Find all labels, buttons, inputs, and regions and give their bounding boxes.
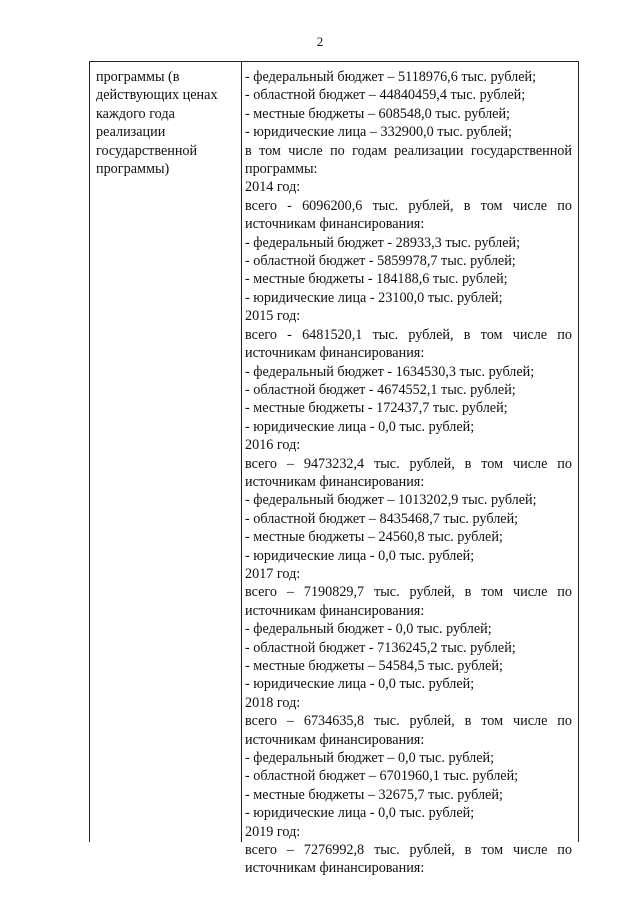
right-column-line: - юридические лица - 0,0 тыс. рублей; <box>245 418 475 435</box>
right-column-line: - федеральный бюджет – 0,0 тыс. рублей; <box>245 750 495 767</box>
right-column-line: - юридические лица - 0,0 тыс. рублей; <box>245 805 475 822</box>
right-column-line: 2015 год: <box>245 308 301 325</box>
right-column-line: - федеральный бюджет - 1634530,3 тыс. рублей; <box>245 363 535 380</box>
right-column-line: - федеральный бюджет - 28933,3 тыс. рублей; <box>245 234 521 251</box>
right-column <box>245 68 572 878</box>
left-column-line: программы (в <box>96 69 180 85</box>
right-column-line: всего - 6481520,1 тыс. рублей, в том числе по <box>245 326 572 343</box>
right-column-line: программы: <box>245 161 318 178</box>
right-column-line: - юридические лица - 0,0 тыс. рублей; <box>245 676 475 693</box>
right-column-line: - юридические лица – 332900,0 тыс. рублей; <box>245 124 512 141</box>
right-column-line: - местные бюджеты – 24560,8 тыс. рублей; <box>245 529 503 546</box>
right-column-line: - местные бюджеты – 32675,7 тыс. рублей; <box>245 786 503 803</box>
right-column-line: - областной бюджет – 44840459,4 тыс. рублей; <box>245 87 526 104</box>
right-column-line: - федеральный бюджет – 5118976,6 тыс. рублей; <box>245 69 537 85</box>
right-column-line: - местные бюджеты – 54584,5 тыс. рублей; <box>245 658 503 674</box>
right-column-line: источникам финансирования: <box>245 860 425 877</box>
right-column-line: источникам финансирования: <box>245 345 425 362</box>
right-column-line: - местные бюджеты – 608548,0 тыс. рублей; <box>245 105 510 122</box>
right-column-line: источникам финансирования: <box>245 473 425 490</box>
right-column-line: - местные бюджеты - 172437,7 тыс. рублей; <box>245 400 508 417</box>
right-column-line: - юридические лица - 23100,0 тыс. рублей; <box>245 289 503 306</box>
right-column-line: всего – 7276992,8 тыс. рублей, в том числе по <box>245 842 572 859</box>
right-column-line: - областной бюджет - 4674552,1 тыс. рублей; <box>245 381 516 398</box>
left-column-line: государственной <box>96 142 198 159</box>
right-column-line: - федеральный бюджет - 0,0 тыс. рублей; <box>245 621 492 638</box>
left-column-line: программы) <box>96 161 170 178</box>
column-divider <box>241 62 242 842</box>
right-column-line: всего – 9473232,4 тыс. рублей, в том числе по <box>245 455 572 472</box>
right-column-line: - областной бюджет - 5859978,7 тыс. рублей; <box>245 253 516 270</box>
right-column-line: - областной бюджет – 8435468,7 тыс. рублей; <box>245 510 519 527</box>
right-column-line: всего – 6734635,8 тыс. рублей, в том числе по <box>245 713 572 730</box>
right-column-line: источникам финансирования: <box>245 216 425 233</box>
right-column-line: всего - 6096200,6 тыс. рублей, в том числе по <box>245 197 572 214</box>
right-column-line: источникам финансирования: <box>245 731 425 748</box>
page-number: 2 <box>316 34 324 49</box>
right-column-line: источникам финансирования: <box>245 602 425 619</box>
right-column-line: 2016 год: <box>245 437 301 454</box>
left-column-line: каждого года <box>96 105 175 122</box>
right-column-line: - федеральный бюджет – 1013202,9 тыс. рублей; <box>245 492 537 509</box>
left-column-line: действующих ценах <box>96 87 218 104</box>
right-column-line: 2019 год: <box>245 823 301 840</box>
right-column-line: 2018 год: <box>245 694 301 711</box>
right-column-line: - местные бюджеты - 184188,6 тыс. рублей; <box>245 271 508 288</box>
right-column-line: 2017 год: <box>245 565 301 582</box>
right-column-line: 2014 год: <box>245 179 301 196</box>
left-column-line: реализации <box>96 124 166 141</box>
right-column-line: всего – 7190829,7 тыс. рублей, в том числе по <box>245 584 572 601</box>
right-column-line: в том числе по годам реализации государственной <box>245 142 572 159</box>
left-column <box>96 68 238 178</box>
right-column-line: - областной бюджет - 7136245,2 тыс. рублей; <box>245 639 516 656</box>
right-column-line: - областной бюджет – 6701960,1 тыс. рублей; <box>245 768 519 785</box>
right-column-line: - юридические лица - 0,0 тыс. рублей; <box>245 547 475 564</box>
